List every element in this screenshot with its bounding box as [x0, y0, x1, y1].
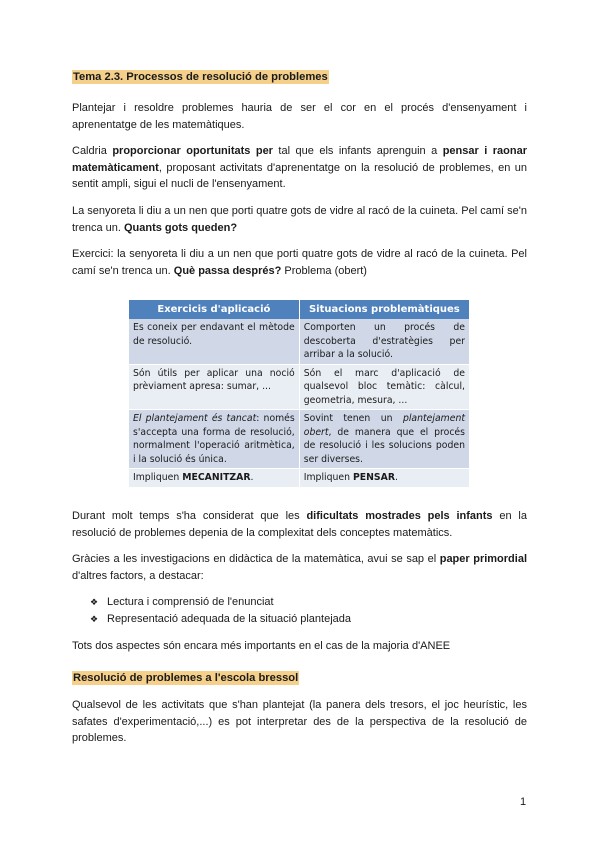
table-cell: Impliquen MECANITZAR.: [129, 469, 299, 488]
paragraph-opportunities: Caldria proporcionar oportunitats per tal que els infants aprenguin a pensar i raonar matemàticament, proposant activitats d'aprenentatge on la resolució de problemes, en un sentit ampli, sigui el nucli de l'ensenyament.: [72, 145, 527, 190]
bullet-list: [90, 594, 351, 627]
table-cell: El plantejament és tancat: només s'accepta una forma de resolució, normalment l'operació aritmètica, i la solució és única.: [129, 410, 299, 469]
paragraph-example-open: Exercici: la senyoreta li diu a un nen que porti quatre gots de vidre al racó de la cuineta. Pel camí se'n trenca un. Què passa després? Problema (obert): [72, 248, 527, 277]
table-row: [129, 319, 470, 364]
paragraph-research: Gràcies a les investigacions en didàctica de la matemàtica, avui se sap el paper primordial d'altres factors, a destacar:: [72, 553, 528, 582]
table-header-situations: Situacions problemàtiques: [299, 300, 469, 319]
section-heading-2: Resolució de problemes a l'escola bressol: [73, 672, 299, 684]
table-cell: Són útils per aplicar una noció prèviament apresa: sumar, ...: [129, 364, 299, 410]
section-heading-1: Tema 2.3. Processos de resolució de problemes: [73, 71, 328, 83]
paragraph-anee: Tots dos aspectes són encara més importants en el cas de la majoria d'ANEE: [72, 640, 451, 652]
table-row: [129, 469, 470, 488]
paragraph-intro: Plantejar i resoldre problemes hauria de ser el cor en el procés d'ensenyament i aprenentatge de les matemàtiques.: [72, 102, 527, 131]
table-cell: Són el marc d'aplicació de qualsevol bloc temàtic: càlcul, geometria, mesura, ...: [299, 364, 469, 410]
comparison-table: [129, 300, 470, 488]
table-row: [129, 410, 470, 469]
list-item: ❖ Representació adequada de la situació plantejada: [90, 611, 351, 628]
table-cell: Impliquen PENSAR.: [299, 469, 469, 488]
paragraph-nursery: Qualsevol de les activitats que s'han plantejat (la panera dels tresors, el joc heurístic, les safates d'experimentació,...) es pot interpretar des de la perspectiva de la resolució de problemes.: [72, 699, 527, 744]
paragraph-example-closed: La senyoreta li diu a un nen que porti quatre gots de vidre al racó de la cuineta. Pel camí se'n trenca un. Quants gots queden?: [72, 205, 527, 234]
diamond-bullet-icon: ❖: [90, 597, 99, 607]
diamond-bullet-icon: ❖: [90, 613, 99, 624]
table-header-row: [129, 300, 470, 319]
table-cell: Sovint tenen un plantejament obert, de manera que el procés de resolució i les solucions poden ser diverses.: [299, 410, 469, 469]
list-item: ❖ Lectura i comprensió de l'enunciat: [90, 594, 351, 611]
table-row: [129, 364, 470, 410]
table-cell: Es coneix per endavant el mètode de resolució.: [129, 319, 299, 364]
page-number: 1: [520, 796, 527, 808]
paragraph-difficulties: Durant molt temps s'ha considerat que les dificultats mostrades pels infants en la resolució de problemes depenia de la complexitat dels conceptes matemàtics.: [72, 510, 527, 539]
table-header-exercises: Exercicis d'aplicació: [129, 300, 299, 319]
table-cell: Comporten un procés de descoberta d'estratègies per arribar a la solució.: [299, 319, 469, 364]
